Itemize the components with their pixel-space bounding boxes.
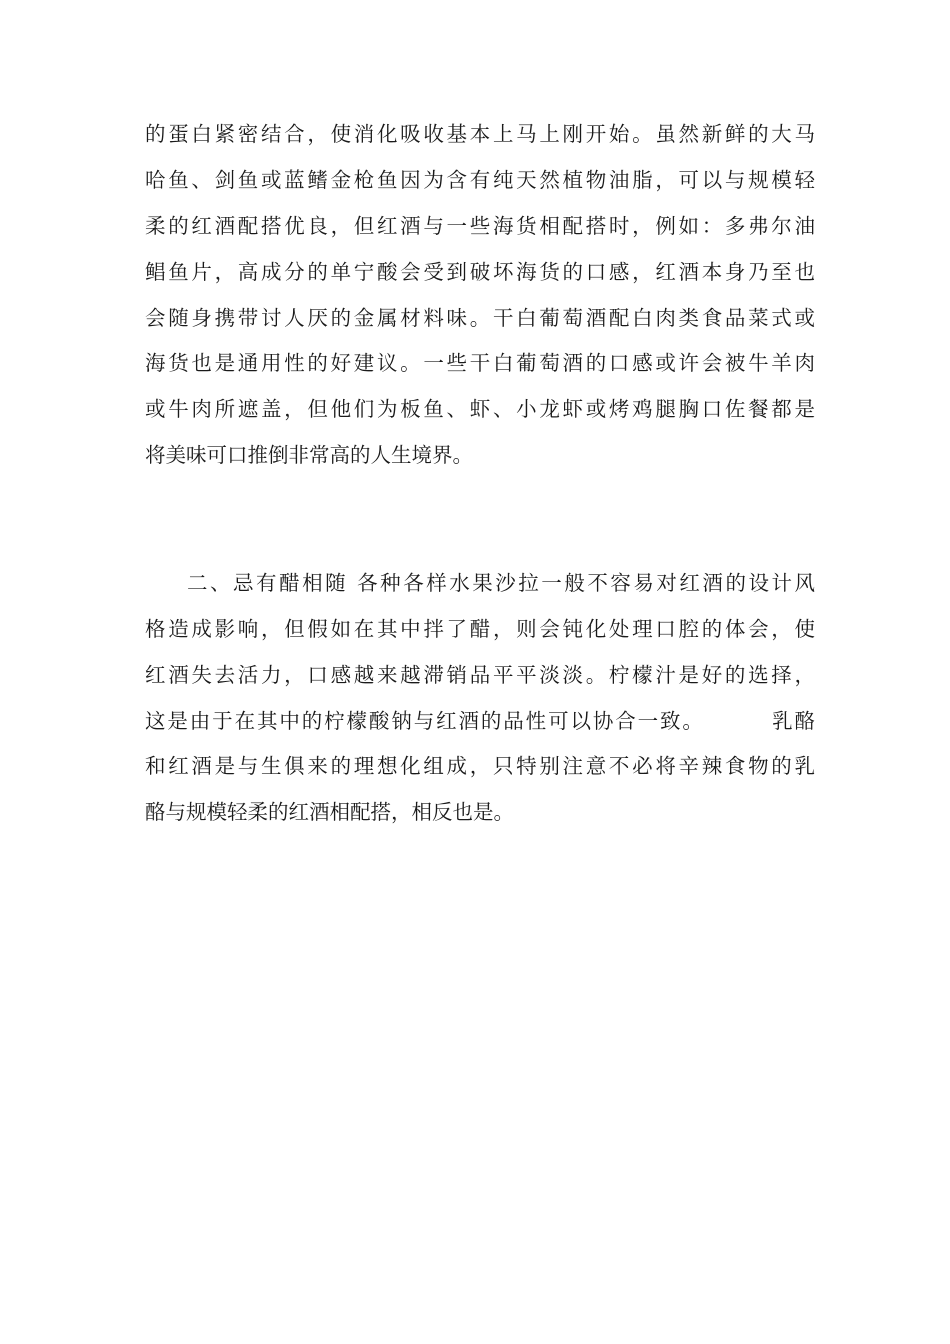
paragraph-line: 的蛋白紧密结合，使消化吸收基本上马上刚开始。虽然新鲜的大马 bbox=[145, 122, 815, 146]
paragraph-line: 和红酒是与生俱来的理想化组成，只特别注意不必将辛辣食物的乳 bbox=[145, 754, 815, 778]
paragraph-line: 海货也是通用性的好建议。一些干白葡萄酒的口感或许会被牛羊肉 bbox=[145, 351, 815, 375]
paragraph-line: 格造成影响，但假如在其中拌了醋，则会钝化处理口腔的体会，使 bbox=[145, 617, 815, 641]
paragraph-line: 柔的红酒配搭优良，但红酒与一些海货相配搭时，例如：多弗尔油 bbox=[145, 214, 815, 238]
paragraph-line: 这是由于在其中的柠檬酸钠与红酒的品性可以协合一致。 乳酪 bbox=[145, 709, 815, 733]
paragraph-line: 将美味可口推倒非常高的人生境界。 bbox=[145, 443, 473, 467]
paragraph-line: 鲳鱼片，高成分的单宁酸会受到破坏海货的口感，红酒本身乃至也 bbox=[145, 260, 815, 284]
paragraph-line: 哈鱼、剑鱼或蓝鳍金枪鱼因为含有纯天然植物油脂，可以与规模轻 bbox=[145, 168, 815, 192]
paragraph-line: 或牛肉所遮盖，但他们为板鱼、虾、小龙虾或烤鸡腿胸口佐餐都是 bbox=[145, 397, 815, 421]
paragraph-line: 红酒失去活力，口感越来越滞销品平平淡淡。柠檬汁是好的选择， bbox=[145, 663, 815, 687]
paragraph-line: 会随身携带讨人厌的金属材料味。干白葡萄酒配白肉类食品菜式或 bbox=[145, 306, 815, 330]
paragraph-line: 二、忌有醋相随 各种各样水果沙拉一般不容易对红酒的设计风 bbox=[187, 571, 815, 595]
paragraph-line: 酪与规模轻柔的红酒相配搭，相反也是。 bbox=[145, 800, 514, 824]
